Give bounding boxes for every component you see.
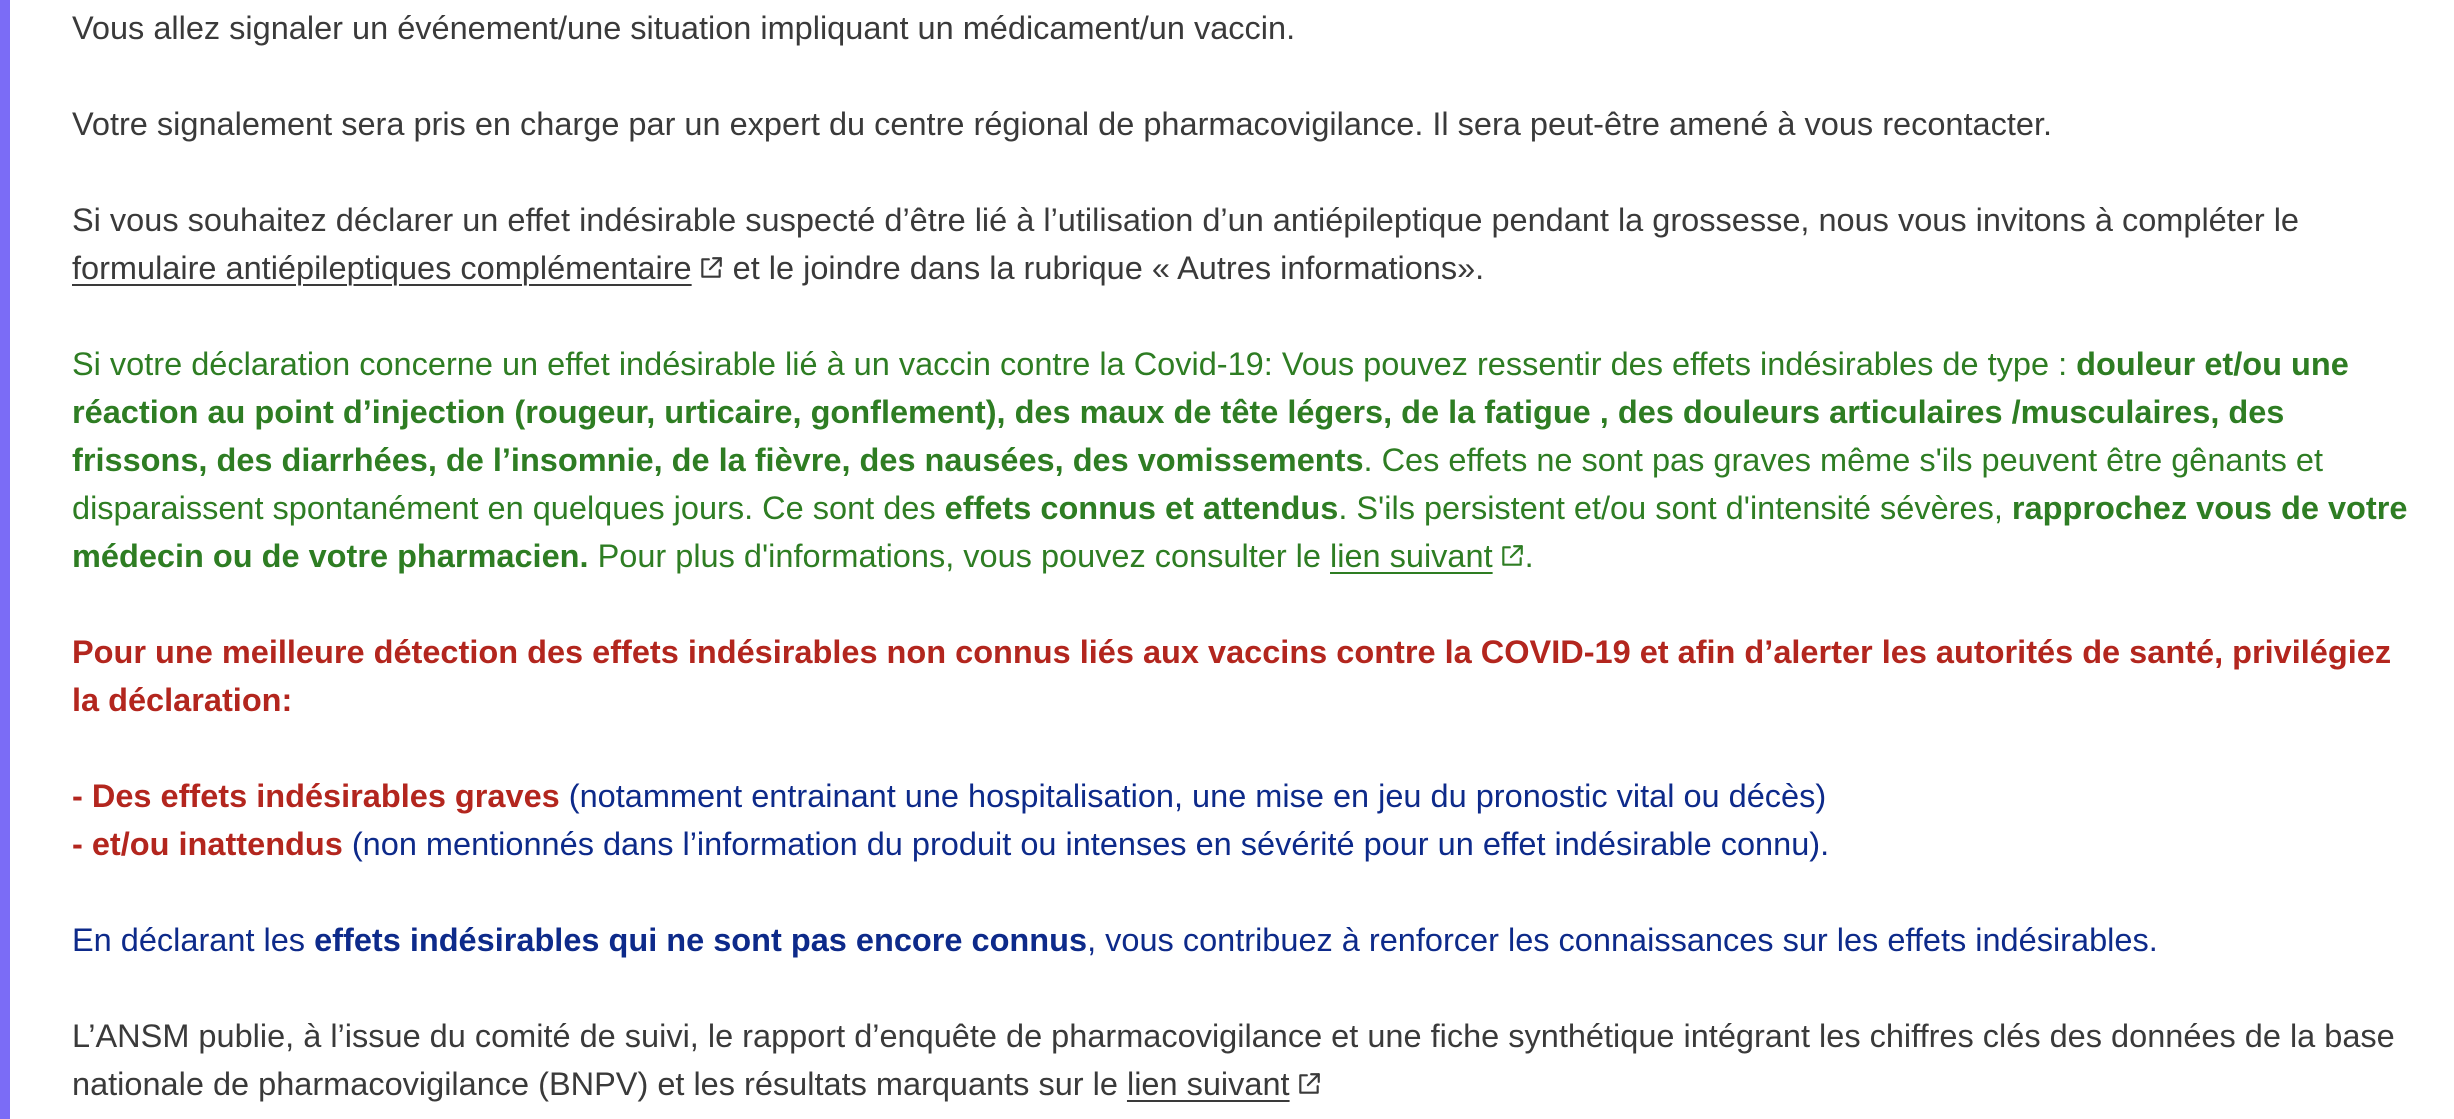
antiepileptic-form-link[interactable]: formulaire antiépileptiques complémentaire: [72, 250, 724, 286]
antiepileptic-paragraph: Si vous souhaitez déclarer un effet indésirable suspecté d’être lié à l’utilisation d’un antiépileptique pendant la grossesse, nous vous invitons à compléter le formulaire antiépileptiques complémentaire et le joindre dans la rubrique « Autres informations».: [72, 202, 2299, 286]
left-accent-bar: [0, 0, 10, 1119]
ansm-report-link[interactable]: lien suivant: [1127, 1066, 1322, 1102]
list-item-1-detail: (notamment entrainant une hospitalisation, une mise en jeu du pronostic vital ou décès): [559, 778, 1827, 814]
list-item-2-label: - et/ou inattendus: [72, 826, 343, 862]
list-item-1-label: - Des effets indésirables graves: [72, 778, 560, 814]
external-link-icon: [1499, 543, 1525, 569]
covid-vaccine-paragraph: Si votre déclaration concerne un effet indésirable lié à un vaccin contre la Covid-19: Vous pouvez ressentir des effets indésirables de type : douleur et/ou une réaction au point d’injection (rougeur, urticaire, gonflement), des maux de tête légers, de la fatigue , des douleurs articulaires /musculaires, des frissons, des diarrhées, de l’insomnie, de la fièvre, des nausées, des vomissements. Ces effets ne sont pas graves même s'ils peuvent être gênants et disparaissent spontanément en quelques jours. Ce sont des effets connus et attendus. S'ils persistent et/ou sont d'intensité sévères, rapprochez vous de votre médecin ou de votre pharmacien. Pour plus d'informations, vous pouvez consulter le lien suivant .: [72, 346, 2408, 574]
detection-paragraph: Pour une meilleure détection des effets indésirables non connus liés aux vaccins contre la COVID-19 et afin d’alerter les autorités de santé, privilégiez la déclaration:: [72, 634, 2392, 718]
ansm-paragraph: L’ANSM publie, à l’issue du comité de suivi, le rapport d’enquête de pharmacovigilance et une fiche synthétique intégrant les chiffres clés des données de la base nationale de pharmacovigilance (BNPV) et les résultats marquants sur le lien suivant: [72, 1018, 2395, 1102]
declaration-list: [72, 772, 2412, 868]
contribution-paragraph: En déclarant les effets indésirables qui ne sont pas encore connus, vous contribuez à renforcer les connaissances sur les effets indésirables.: [72, 922, 2158, 958]
intro-paragraph: Vous allez signaler un événement/une situation impliquant un médicament/un vaccin.: [72, 10, 1296, 46]
external-link-icon: [1296, 1071, 1322, 1097]
list-item-2-detail: (non mentionnés dans l’information du produit ou intenses en sévérité pour un effet indésirable connu).: [342, 826, 1830, 862]
covid-info-link[interactable]: lien suivant: [1330, 538, 1525, 574]
follow-up-paragraph: Votre signalement sera pris en charge par un expert du centre régional de pharmacovigilance. Il sera peut-être amené à vous recontacter.: [72, 106, 2053, 142]
notice-content: [72, 4, 2412, 1108]
external-link-icon: [698, 255, 724, 281]
